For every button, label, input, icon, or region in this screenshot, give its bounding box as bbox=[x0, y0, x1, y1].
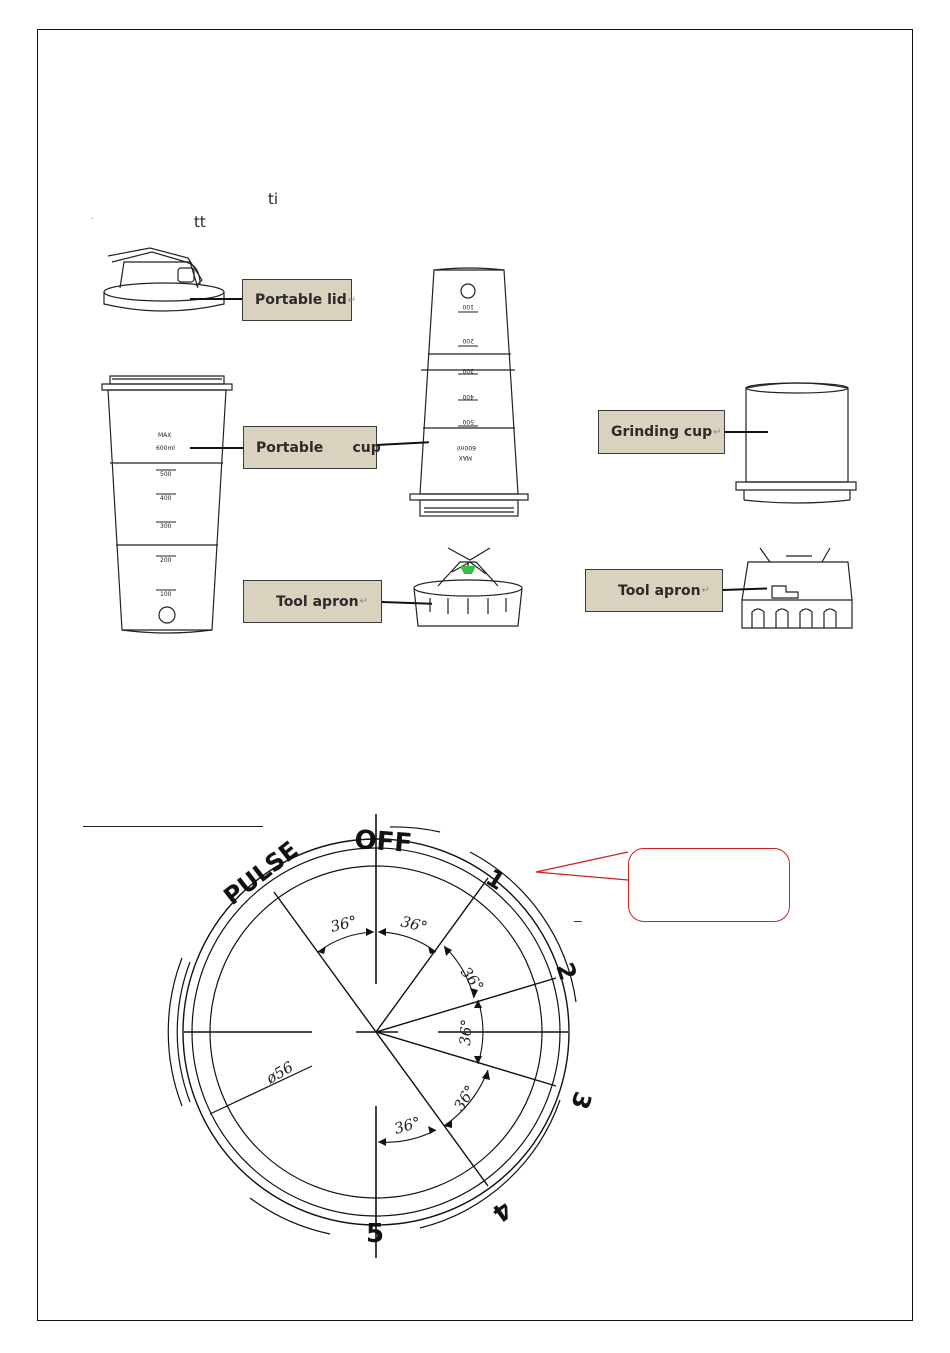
dial-label-pulse: PULSE bbox=[218, 835, 304, 911]
cup-capacity-mark: 600ml bbox=[156, 445, 175, 452]
tall-cup-graduation: 500 bbox=[462, 418, 474, 425]
return-mark: ↵ bbox=[713, 426, 722, 438]
dial-label-3: 3 bbox=[565, 1088, 597, 1113]
dial-label-2: 2 bbox=[550, 959, 583, 984]
cup-graduation: 100 bbox=[160, 591, 172, 598]
dial-label-off: OFF bbox=[353, 825, 414, 860]
label-text: Tool apron bbox=[276, 593, 359, 610]
angle-label: 36° bbox=[450, 1082, 480, 1115]
cup-graduation: 400 bbox=[160, 495, 172, 502]
cup-graduation: 200 bbox=[160, 557, 172, 564]
tall-cup-capacity: 600ml bbox=[457, 444, 476, 451]
dash-mark: – bbox=[574, 912, 582, 928]
label-text: Portable cup bbox=[256, 439, 381, 456]
tall-cup-graduation: 100 bbox=[462, 303, 474, 310]
tall-cup-graduation: 300 bbox=[462, 367, 474, 374]
dial-label-1: 1 bbox=[480, 863, 510, 896]
label-text: Portable lid bbox=[255, 292, 347, 308]
diameter-label: ø56 bbox=[263, 1057, 297, 1088]
text-fragment: ti bbox=[268, 190, 279, 208]
return-mark: ↵ bbox=[359, 596, 368, 607]
stray-dot: · bbox=[91, 214, 94, 223]
angle-label: 36° bbox=[456, 963, 488, 996]
angle-label: 36° bbox=[399, 912, 430, 937]
dial-label-4: 4 bbox=[486, 1195, 517, 1228]
return-mark: ↵ bbox=[347, 294, 357, 306]
return-mark: ↵ bbox=[701, 585, 710, 596]
tall-cup-graduation: 200 bbox=[462, 337, 474, 344]
tall-cup-max: MAX bbox=[458, 454, 472, 461]
tall-cup-graduation: 400 bbox=[462, 393, 474, 400]
text-fragment: tt bbox=[194, 213, 206, 231]
cup-graduation: 300 bbox=[160, 523, 172, 530]
cup-graduation: 500 bbox=[160, 471, 172, 478]
callout-pointer bbox=[536, 852, 628, 880]
cup-max-mark: MAX bbox=[158, 432, 172, 439]
angle-label: 36° bbox=[328, 911, 359, 936]
callout-box bbox=[628, 848, 790, 922]
angle-label: 36° bbox=[456, 1018, 476, 1047]
dial-label-5: 5 bbox=[366, 1219, 385, 1249]
label-text: Grinding cup bbox=[611, 424, 713, 440]
label-text: Tool apron bbox=[618, 582, 701, 599]
angle-label: 36° bbox=[392, 1113, 423, 1138]
